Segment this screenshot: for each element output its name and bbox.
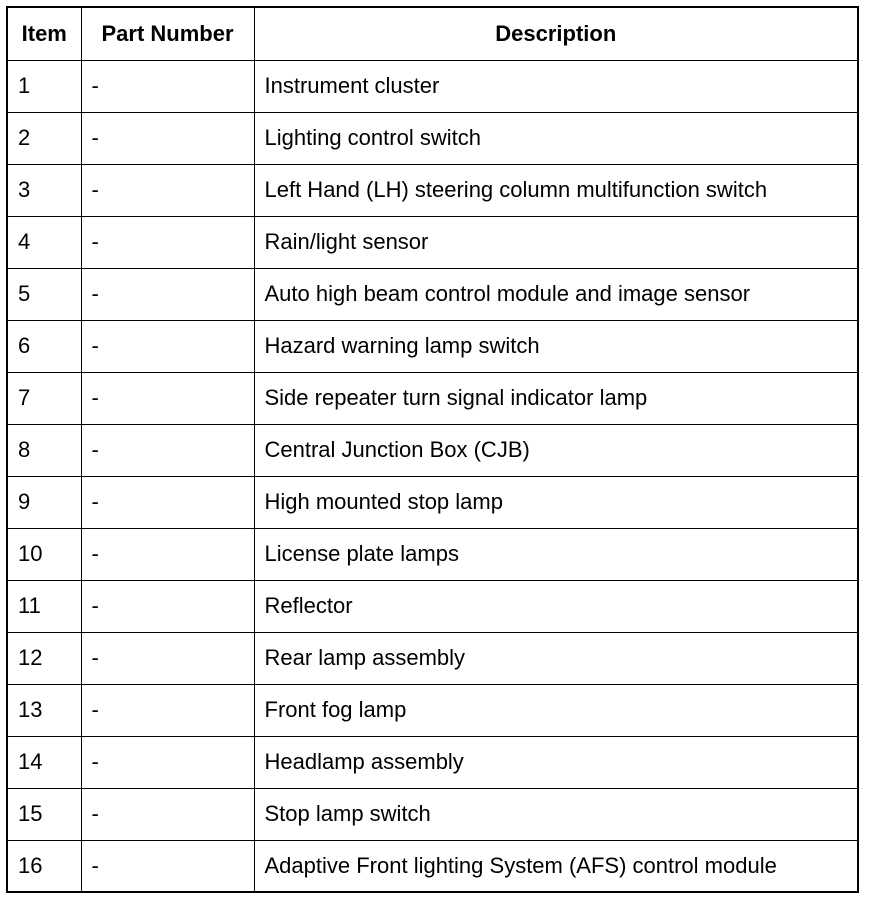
table-row [7, 528, 858, 580]
cell-part-number: - [81, 60, 254, 112]
cell-item: 4 [7, 216, 81, 268]
cell-description: Lighting control switch [254, 112, 858, 164]
header-part-number: Part Number [81, 7, 254, 60]
cell-item: 2 [7, 112, 81, 164]
cell-item: 6 [7, 320, 81, 372]
table-row [7, 840, 858, 892]
table-row [7, 632, 858, 684]
cell-part-number: - [81, 632, 254, 684]
cell-item: 8 [7, 424, 81, 476]
header-description: Description [254, 7, 858, 60]
header-item: Item [7, 7, 81, 60]
cell-part-number: - [81, 528, 254, 580]
cell-description: Adaptive Front lighting System (AFS) control module [254, 840, 858, 892]
cell-item: 1 [7, 60, 81, 112]
cell-item: 7 [7, 372, 81, 424]
cell-description: License plate lamps [254, 528, 858, 580]
cell-description: Auto high beam control module and image sensor [254, 268, 858, 320]
cell-description: Stop lamp switch [254, 788, 858, 840]
cell-item: 16 [7, 840, 81, 892]
table-row [7, 736, 858, 788]
cell-part-number: - [81, 788, 254, 840]
cell-item: 14 [7, 736, 81, 788]
cell-part-number: - [81, 840, 254, 892]
cell-item: 5 [7, 268, 81, 320]
cell-part-number: - [81, 268, 254, 320]
cell-item: 11 [7, 580, 81, 632]
table-row [7, 424, 858, 476]
table-body [7, 60, 858, 892]
table-row [7, 164, 858, 216]
table-row [7, 788, 858, 840]
cell-description: Left Hand (LH) steering column multifunction switch [254, 164, 858, 216]
table-row [7, 580, 858, 632]
table-header-row [7, 7, 858, 60]
cell-description: Central Junction Box (CJB) [254, 424, 858, 476]
cell-description: Front fog lamp [254, 684, 858, 736]
cell-description: Rear lamp assembly [254, 632, 858, 684]
cell-part-number: - [81, 216, 254, 268]
table-row [7, 268, 858, 320]
cell-part-number: - [81, 684, 254, 736]
table-row [7, 372, 858, 424]
parts-table [6, 6, 859, 893]
cell-part-number: - [81, 736, 254, 788]
cell-part-number: - [81, 112, 254, 164]
table-row [7, 476, 858, 528]
cell-item: 10 [7, 528, 81, 580]
table-row [7, 320, 858, 372]
cell-description: Reflector [254, 580, 858, 632]
cell-item: 15 [7, 788, 81, 840]
cell-description: Instrument cluster [254, 60, 858, 112]
cell-description: High mounted stop lamp [254, 476, 858, 528]
cell-description: Rain/light sensor [254, 216, 858, 268]
cell-part-number: - [81, 164, 254, 216]
table-row [7, 684, 858, 736]
cell-description: Headlamp assembly [254, 736, 858, 788]
cell-part-number: - [81, 320, 254, 372]
cell-part-number: - [81, 476, 254, 528]
cell-item: 9 [7, 476, 81, 528]
cell-description: Side repeater turn signal indicator lamp [254, 372, 858, 424]
cell-item: 13 [7, 684, 81, 736]
table-row [7, 216, 858, 268]
cell-description: Hazard warning lamp switch [254, 320, 858, 372]
cell-item: 12 [7, 632, 81, 684]
table-row [7, 60, 858, 112]
cell-part-number: - [81, 580, 254, 632]
table-row [7, 112, 858, 164]
cell-item: 3 [7, 164, 81, 216]
cell-part-number: - [81, 424, 254, 476]
cell-part-number: - [81, 372, 254, 424]
